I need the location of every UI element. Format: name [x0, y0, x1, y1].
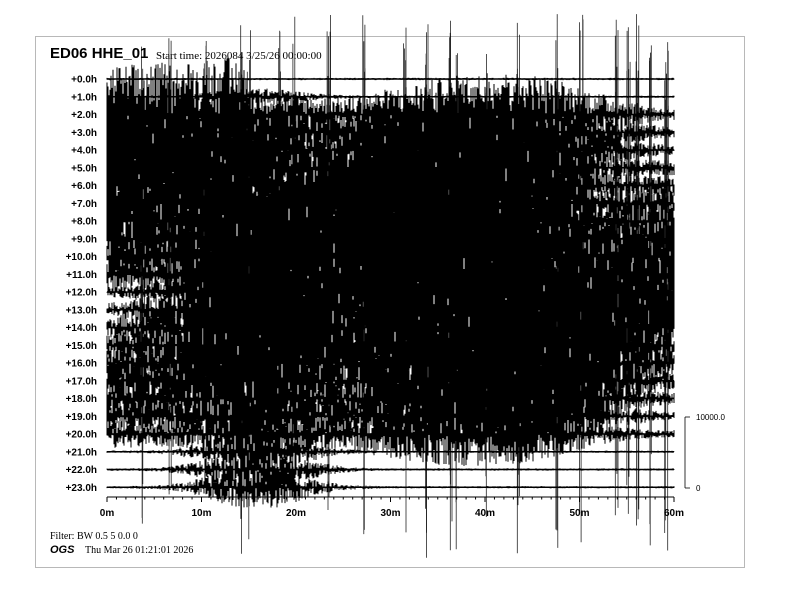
scale-label: 10000.0: [696, 413, 725, 422]
amplitude-scale: [685, 413, 725, 493]
row-label: +10.0h: [65, 252, 97, 263]
station-title: ED06 HHE_01: [50, 45, 149, 62]
row-label: +17.0h: [65, 376, 97, 388]
start-time-label: Start time: 2026084 3/25/26 00:00:00: [156, 50, 322, 62]
row-label: +0.0h: [71, 74, 97, 86]
row-label: +11.0h: [66, 269, 97, 281]
row-label: +14.0h: [65, 323, 97, 334]
row-label: +19.0h: [65, 411, 97, 423]
organization-label: OGS: [50, 544, 75, 556]
row-label: +4.0h: [71, 145, 97, 157]
row-label: +9.0h: [71, 234, 97, 246]
row-label: +2.0h: [71, 110, 97, 121]
row-label: +3.0h: [71, 127, 97, 139]
row-label-layer: [66, 75, 97, 494]
scale-label: 0: [696, 484, 701, 493]
x-axis: [100, 497, 684, 519]
row-label: +23.0h: [65, 482, 97, 494]
x-tick-label: 10m: [191, 508, 212, 519]
generated-timestamp: Thu Mar 26 01:21:01 2026: [85, 545, 194, 556]
row-label: +16.0h: [65, 358, 97, 370]
row-label: +15.0h: [65, 340, 97, 352]
row-label: +18.0h: [65, 394, 97, 405]
x-tick-label: 60m: [663, 508, 685, 519]
row-label: +22.0h: [65, 465, 97, 476]
row-label: +6.0h: [71, 181, 97, 192]
row-label: +7.0h: [71, 198, 97, 210]
row-label: +8.0h: [71, 216, 97, 228]
row-label: +1.0h: [71, 92, 97, 104]
filter-label: Filter: BW 0.5 5 0.0 0: [50, 531, 138, 542]
x-tick-label: 40m: [474, 508, 496, 519]
row-label: +20.0h: [65, 429, 97, 441]
trace-layer: [107, 14, 674, 558]
x-tick-label: 30m: [380, 508, 401, 519]
row-label: +5.0h: [71, 163, 97, 175]
row-label: +12.0h: [65, 287, 97, 299]
x-tick-label: 50m: [569, 508, 590, 519]
row-label: +13.0h: [65, 305, 97, 317]
x-tick-label: 20m: [285, 508, 307, 519]
x-tick-label: 0m: [99, 508, 115, 519]
row-label: +21.0h: [65, 447, 97, 459]
